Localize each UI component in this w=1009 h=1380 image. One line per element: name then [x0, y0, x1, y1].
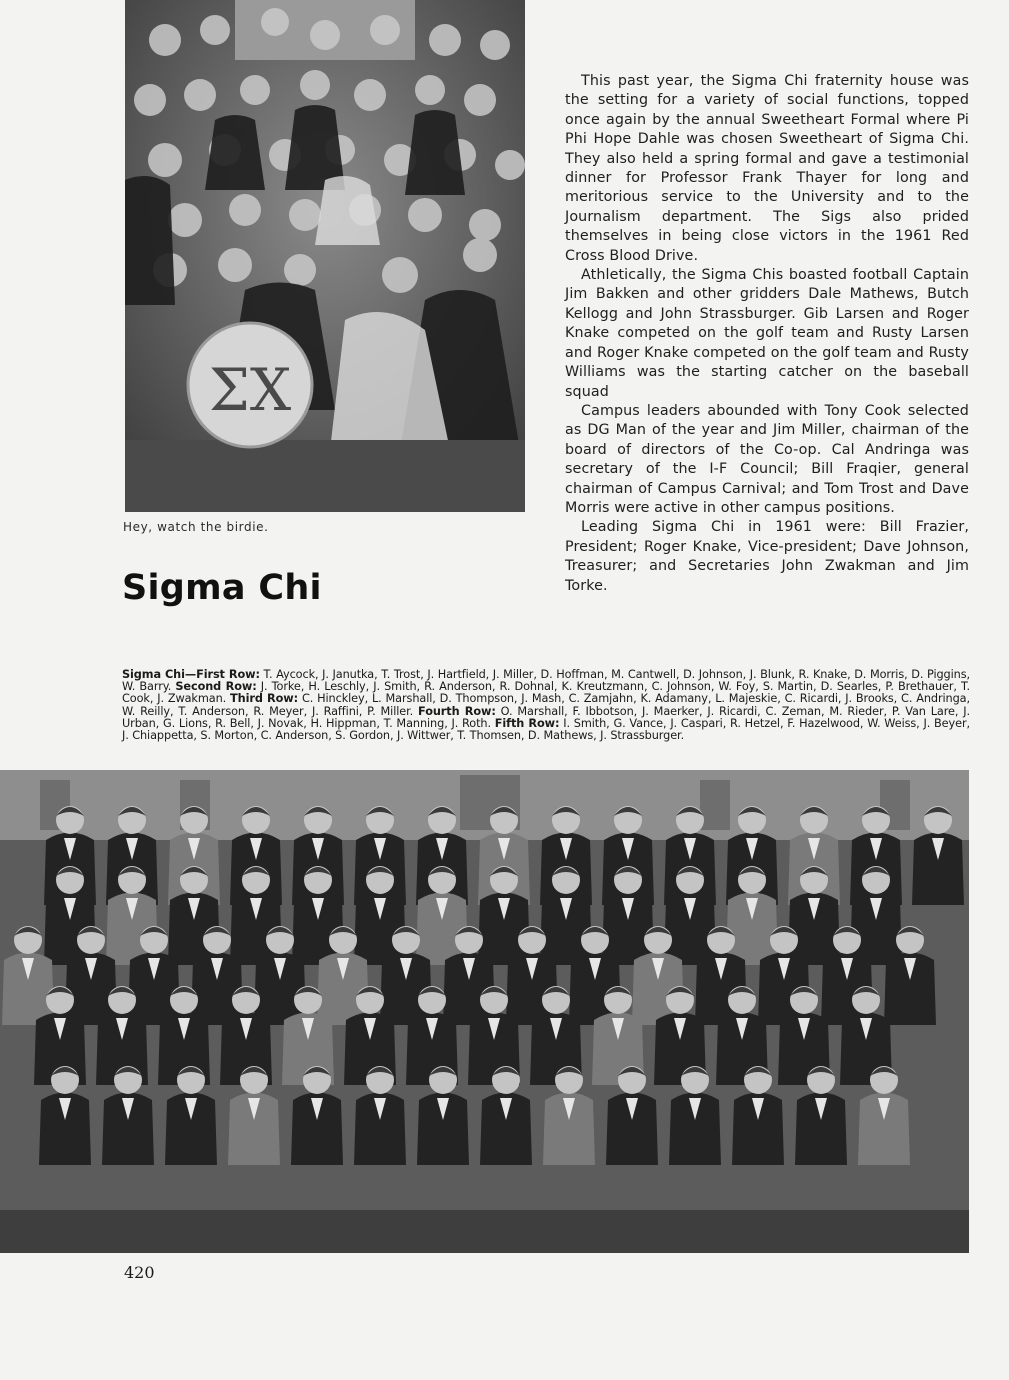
- roster-first-row: T. Aycock, J. Janutka, T. Trost, J. Hartfield, J. Miller, D. Hoffman, M. Cantwell, D. Johnson, J. Blunk, R. Knake, D. Morris, D. Piggins, W. Barry.: [122, 668, 970, 694]
- roster-third-row: C. Hinckley, L. Marshall, D. Thompson, J. Mash, C. Zamjahn, K. Adamany, L. Majeskie, C. Ricardi, J. Brooks, C. Andringa, W. Reilly, T. Anderson, R. Meyer, J. Raffini, P. Miller.: [122, 692, 970, 718]
- roster-fourth-row: O. Marshall, F. Ibbotson, J. Maerker, J. Ricardi, C. Zeman, M. Rieder, P. Van Lare, J. Urban, G. Lions, R. Bell, J. Novak, H. Hippman, T. Manning, J. Roth.: [122, 704, 971, 730]
- paragraph-social: This past year, the Sigma Chi fraternity house was the setting for a variety of social functions, topped once again by the annual Sweetheart Formal where Pi Phi Hope Dahle was chosen Sweetheart of Sigma Chi. They also held a spring formal and gave a testimonial dinner for Professor Frank Thayer for long and meritorious service to the University and to the Journalism department. The Sigs also prided themselves in being close victors in the 1961 Red Cross Blood Drive.: [565, 73, 969, 264]
- paragraph-athletics: Athletically, the Sigma Chis boasted football Captain Jim Bakken and other gridders Dale Mathews, Butch Kellogg and John Strassburger. Gib Larsen and Roger Knake competed on the golf team and Rusty Larsen and Roger Knake competed on the golf team and Rusty Williams was the starting catcher on the baseball squad: [565, 267, 969, 400]
- party-photo-illustration: [125, 0, 525, 512]
- photo-caption: Hey, watch the birdie.: [123, 520, 269, 534]
- paragraph-campus-leaders: Campus leaders abounded with Tony Cook selected as DG Man of the year and Jim Miller, chairman of the board of directors of the Co-op. Cal Andringa was secretary of the I-F Council; Bill Fraqier, general chairman of Campus Carnival; and Tom Trost and Dave Morris were active in other campus positions.: [565, 402, 969, 516]
- roster-caption: [122, 669, 970, 742]
- page-number: 420: [124, 1263, 155, 1282]
- group-photo: [0, 770, 969, 1253]
- roster-fifth-label: Fifth Row:: [494, 716, 560, 730]
- roster-fourth-label: Fourth Row:: [418, 704, 496, 718]
- page-title: Sigma Chi: [122, 568, 322, 608]
- party-photo: [125, 0, 525, 512]
- paragraph-officers: Leading Sigma Chi in 1961 were: Bill Frazier, President; Roger Knake, Vice-president; Dave Johnson, Treasurer; and Secretaries John Zwakman and Jim Torke.: [565, 519, 969, 594]
- article-body: [565, 72, 969, 596]
- roster-second-row: J. Torke, H. Leschly, J. Smith, R. Anderson, R. Dohnal, K. Kreutzmann, C. Johnson, W. Foy, S. Martin, D. Searles, P. Brethauer, T. Cook, J. Zwakman.: [122, 680, 971, 706]
- roster-heading: Sigma Chi—First Row:: [122, 668, 260, 681]
- group-photo-illustration: [0, 770, 969, 1253]
- roster-second-label: Second Row:: [175, 680, 257, 694]
- roster-third-label: Third Row:: [230, 692, 299, 706]
- roster-fifth-row: I. Smith, G. Vance, J. Caspari, R. Hetzel, F. Hazelwood, W. Weiss, J. Beyer, J. Chiappetta, S. Morton, C. Anderson, S. Gordon, J. Wittwer, T. Thomsen, D. Mathews, J. Strassburger.: [122, 716, 970, 743]
- sign-letters: ΣΧ: [208, 356, 292, 424]
